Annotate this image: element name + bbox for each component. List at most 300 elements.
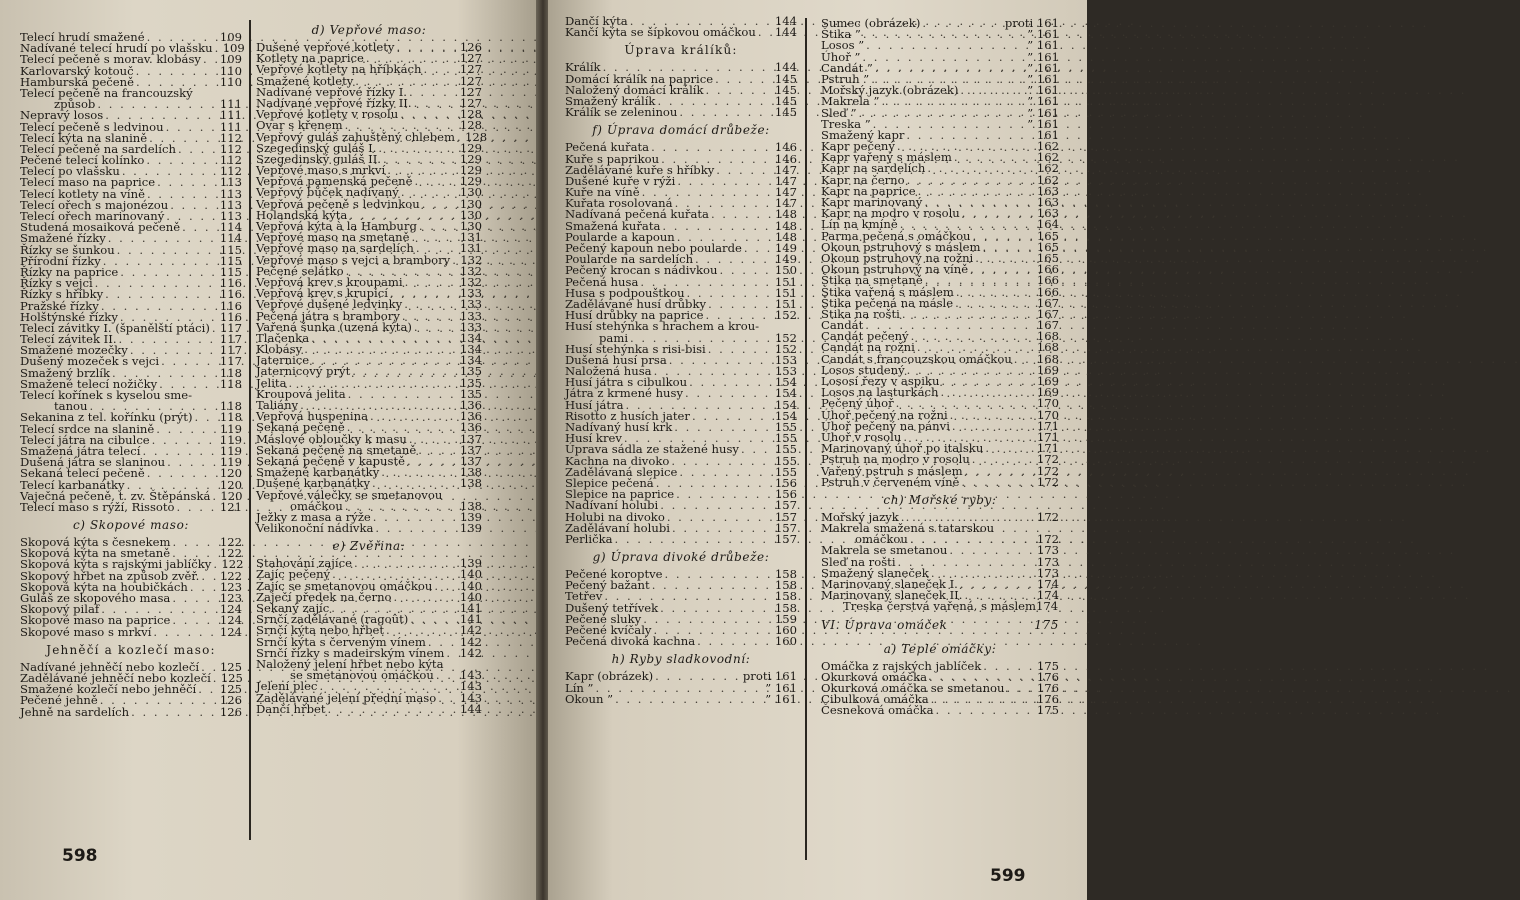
- dot-leader: [948, 613, 1035, 637]
- entry-title: Sekanina z tel. kořínku (prýt): [20, 410, 193, 425]
- entry-page: ” 161: [1027, 71, 1059, 86]
- entry-title: Poularde na sardelích: [565, 252, 694, 267]
- entry-page: 168: [1036, 329, 1059, 344]
- entry-page: 158: [774, 567, 797, 582]
- entry-title: Srnčí řízky s madeirským vínem: [256, 645, 445, 660]
- index-entry: [565, 27, 797, 38]
- entry-title: Telecí kýta na slanině: [20, 130, 148, 145]
- entry-title: Okoun pstruhový na rožni: [821, 250, 974, 265]
- entry-title: Vaječná pečeně, t. zv. Štěpánská: [20, 488, 211, 503]
- entry-page: 148: [774, 218, 797, 233]
- entry-title: Holubi na divoko: [565, 509, 665, 524]
- entry-page: 129: [459, 140, 482, 155]
- entry-page: 110: [219, 74, 242, 89]
- entry-title: Perlička: [565, 531, 613, 546]
- entry-page: 155: [774, 442, 797, 457]
- entry-title: Vepřová huspenina: [256, 409, 368, 424]
- section-heading: g) Úprava divoké drůbeže:: [592, 550, 770, 565]
- entry-title: Zadělávané jehněčí nebo kozlečí: [20, 670, 211, 685]
- entry-page: ” 161: [765, 691, 797, 706]
- entry-title: Okoun pstruhový s máslem: [821, 239, 981, 254]
- entry-title: Losos na lasturkách: [821, 385, 939, 400]
- entry-title: Dančí kýta: [565, 14, 628, 28]
- entry-page: 114: [219, 220, 242, 235]
- section-heading: [821, 613, 1059, 637]
- entry-page: 161: [1036, 127, 1059, 142]
- entry-page: 153: [774, 364, 797, 379]
- entry-page: 145: [774, 71, 797, 86]
- entry-page: 149: [774, 252, 797, 267]
- entry-title: Telecí maso na paprice: [20, 175, 156, 190]
- entry-page: 131: [459, 241, 482, 256]
- entry-page: 156: [774, 475, 797, 490]
- entry-page: 128: [459, 107, 482, 122]
- dot-leader: [613, 694, 765, 705]
- entry-title: Husí stehýnka s risi-bisi: [565, 341, 706, 356]
- entry-page: 129: [459, 174, 482, 189]
- entry-page: 133: [459, 319, 482, 334]
- entry-page: 162: [1036, 139, 1059, 154]
- section-heading: a) Teplé omáčky:: [883, 641, 997, 656]
- entry-title: Kapr na modro v rosolu: [821, 206, 960, 221]
- entry-title: Štika vařená s máslem: [821, 284, 954, 299]
- entry-page: 130: [459, 185, 482, 200]
- entry-title: Losos studený: [821, 362, 905, 377]
- entry-page: 144: [774, 25, 797, 40]
- entry-title: Vepřové maso s vejci a brambory: [256, 252, 451, 267]
- entry-title: Kuře na víně: [565, 185, 640, 200]
- entry-page: 149: [774, 241, 797, 255]
- entry-page: 111: [219, 97, 242, 112]
- entry-page: 117: [219, 332, 242, 347]
- entry-page: 172: [1036, 463, 1059, 478]
- entry-title: pami: [599, 330, 629, 345]
- entry-page: 118: [219, 399, 242, 414]
- entry-title: Vepřová pečeně s ledvinkou: [256, 196, 420, 211]
- entry-page: 163: [1036, 195, 1059, 209]
- dot-leader: [175, 502, 220, 513]
- entry-title: Smažené řízky: [20, 231, 106, 246]
- entry-page: 159: [774, 611, 797, 626]
- entry-title: Telecí pečeně na sardelích: [20, 141, 176, 156]
- entry-page: proti 161: [742, 669, 797, 684]
- entry-page: 123: [219, 591, 242, 605]
- index-entry: [256, 701, 482, 716]
- entry-page: 126: [459, 40, 482, 54]
- entry-page: 115: [219, 253, 242, 268]
- entry-page: 113: [219, 175, 242, 190]
- entry-page: 112: [219, 141, 242, 156]
- entry-title: Szegedinský guláš I.: [256, 140, 377, 155]
- entry-title: Sekaná pečeně na smetaně: [256, 442, 417, 457]
- entry-title: Telecí závitek II.: [20, 332, 117, 347]
- entry-page: 146: [774, 151, 797, 166]
- entry-page: 156: [774, 487, 797, 502]
- entry-page: 111: [219, 108, 242, 123]
- entry-page: 165: [1036, 239, 1059, 254]
- entry-page: 140: [459, 578, 482, 593]
- entry-title: Studená mosaiková pečeně: [20, 220, 181, 235]
- entry-title: Telecí pečeně s ledvinou: [20, 119, 164, 134]
- entry-title: Slepice na paprice: [565, 487, 675, 502]
- entry-page: 143: [459, 679, 482, 694]
- entry-title: Holandská kýta: [256, 207, 348, 222]
- entry-title: Husí drůbky na paprice: [565, 308, 704, 323]
- entry-page: 147: [774, 185, 797, 200]
- entry-title: Vepřová krev s krupicí: [256, 286, 388, 301]
- entry-page: 122: [219, 568, 242, 583]
- entry-title: Vepřové maso na smetaně: [256, 230, 410, 245]
- entry-page: 133: [459, 297, 482, 312]
- entry-page: 166: [1036, 284, 1059, 299]
- entry-page: 136: [459, 420, 482, 435]
- entry-page: 172: [1036, 474, 1059, 489]
- entry-title: Skopová kýta na houbičkách: [20, 579, 188, 594]
- entry-title: Sleď ”: [821, 105, 857, 120]
- entry-title: Zadělávaní holubi: [565, 520, 670, 535]
- dot-leader: [373, 523, 459, 534]
- section-heading: Úprava králíků:: [624, 43, 738, 58]
- entry-title: Srnčí kýta s červeným vínem: [256, 634, 426, 649]
- entry-page: 118: [219, 365, 242, 380]
- left-page: [0, 0, 538, 900]
- entry-title: Dušená husí prsa: [565, 352, 667, 367]
- entry-page: 110: [219, 63, 242, 78]
- entry-title: Vepřová pamenská pečeně: [256, 174, 413, 189]
- entry-title: Králík: [565, 60, 601, 75]
- entry-title: Vepřový guláš zahuštěný chlebem: [256, 129, 455, 144]
- entry-title: Makrela ”: [821, 94, 880, 109]
- entry-title: Marinovaný úhoř po italsku: [821, 441, 984, 456]
- entry-title: Parma pečená s omáčkou: [821, 228, 971, 243]
- entry-title: Štika pečená na másle: [821, 295, 954, 310]
- entry-page: 163: [1036, 206, 1059, 221]
- entry-page: 115: [219, 242, 242, 257]
- entry-title: Naložený jelení hřbet nebo kýta: [256, 656, 444, 671]
- entry-page: 169: [1036, 362, 1059, 377]
- entry-title: způsob: [54, 97, 96, 112]
- entry-title: Štika na smetaně: [821, 273, 923, 288]
- entry-title: Játra z krmené husy: [565, 386, 684, 401]
- entry-page: 172: [1036, 532, 1059, 547]
- entry-page: 154: [774, 397, 797, 412]
- entry-page: 151: [774, 296, 797, 311]
- section-heading: h) Ryby sladkovodní:: [611, 652, 751, 667]
- entry-page: 135: [459, 375, 482, 390]
- entry-title: Holštýnské řízky: [20, 309, 118, 324]
- entry-page: 109: [222, 41, 245, 56]
- entry-title: Zadělávané husí drůbky: [565, 296, 707, 311]
- entry-title: Skopový hřbet na způsob zvěř.: [20, 568, 200, 583]
- entry-page: 164: [1036, 217, 1059, 232]
- entry-page: ” 161: [1027, 27, 1059, 42]
- entry-title: Karlovarský kotouč: [20, 63, 134, 78]
- entry-title: Mořský jazyk (obrázek): [821, 83, 959, 98]
- entry-page: 115: [219, 264, 242, 279]
- entry-page: 116: [219, 298, 242, 313]
- entry-title: Skopová kýta s česnekem: [20, 535, 171, 550]
- entry-page: 142: [459, 634, 482, 649]
- entry-title: Nadívaná pečená kuřata: [565, 207, 709, 222]
- entry-title: Zadělávané jelení přední maso: [256, 690, 437, 705]
- dot-leader: [677, 107, 774, 118]
- entry-page: 157: [774, 509, 797, 524]
- entry-page: 113: [219, 197, 242, 212]
- entry-page: 134: [459, 330, 482, 345]
- entry-page: 134: [459, 353, 482, 368]
- entry-title: Lín ”: [565, 680, 594, 695]
- section-heading: ch) Mořské ryby:: [883, 492, 997, 507]
- entry-page: 144: [774, 14, 797, 28]
- entry-page: 133: [459, 308, 482, 323]
- entry-page: 166: [1036, 273, 1059, 288]
- entry-page: 176: [1036, 692, 1059, 707]
- entry-page: 129: [459, 151, 482, 166]
- entry-page: 172: [1036, 509, 1059, 524]
- entry-title: Česneková omáčka: [821, 703, 934, 718]
- entry-title: Telecí karbanátky: [20, 477, 125, 492]
- entry-title: Smažené mozečky: [20, 343, 128, 358]
- entry-title: Pečené telecí kolínko: [20, 153, 145, 168]
- entry-page: 109: [219, 30, 242, 44]
- page-number-right: 599: [990, 866, 1026, 886]
- section-heading: e) Zvěřina:: [332, 539, 406, 554]
- entry-title: Kapr marinovaný: [821, 195, 923, 209]
- entry-page: 141: [459, 612, 482, 627]
- entry-page: 158: [774, 578, 797, 593]
- entry-page: 143: [459, 690, 482, 705]
- entry-title: Telecí ořech marinovaný: [20, 209, 165, 223]
- entry-title: Vepřové maso na sardelích: [256, 241, 414, 256]
- entry-page: ” 161: [1027, 83, 1059, 98]
- entry-title: Kapr na černo: [821, 172, 905, 187]
- entry-page: 124: [219, 602, 242, 617]
- entry-page: 112: [219, 130, 242, 145]
- entry-title: Vařená šunka (uzená kýta): [256, 319, 412, 334]
- entry-title: Skopové maso s mrkví: [20, 624, 152, 639]
- entry-title: Jaternicový prýt: [256, 364, 351, 379]
- entry-page: 151: [774, 285, 797, 300]
- entry-title: Pstruh na modro v rosolu: [821, 452, 970, 467]
- entry-title: Makrela smažená s tatarskou: [821, 521, 995, 536]
- entry-title: Smažený slaneček: [821, 565, 929, 580]
- entry-title: Řízky s vejci: [20, 276, 93, 291]
- entry-page: 145: [774, 93, 797, 108]
- entry-title: Hamburská pečeně: [20, 74, 134, 89]
- entry-title: Telecí kotlety na víně: [20, 186, 145, 201]
- entry-title: Ježky z masa a rýže: [256, 509, 371, 524]
- entry-title: Candát ”: [821, 60, 873, 75]
- entry-title: Sekaná pečeně: [256, 420, 345, 435]
- entry-title: Řízky s hříbky: [20, 287, 104, 302]
- entry-title: Úhoř pečený na pánvi: [821, 418, 950, 433]
- entry-title: Dančí hřbet: [256, 701, 326, 716]
- entry-page: 158: [774, 600, 797, 615]
- entry-title: Úhoř v rosolu: [821, 429, 902, 444]
- entry-page: 119: [219, 443, 242, 458]
- entry-page: 167: [1036, 306, 1059, 321]
- entry-page: 126: [219, 693, 242, 708]
- entry-title: Omáčka z rajských jablíček: [821, 658, 982, 673]
- dot-leader: [129, 707, 220, 718]
- entry-title: Štika na rošti: [821, 306, 900, 321]
- entry-title: Telecí závitky I. (španělští ptáci): [20, 320, 210, 335]
- entry-title: Pečené selátko: [256, 263, 344, 278]
- entry-page: 169: [1036, 385, 1059, 400]
- index-entry: [20, 624, 242, 639]
- entry-page: 122: [219, 546, 242, 561]
- entry-page: 130: [459, 219, 482, 233]
- entry-title: Sekaný zajíc: [256, 601, 330, 615]
- entry-title: Úhoř ”: [821, 49, 861, 64]
- entry-title: Marinovaný slaneček II.: [821, 588, 963, 603]
- entry-title: Smažený brzlík: [20, 365, 111, 380]
- entry-title: Telecí po vlašsku: [20, 164, 120, 179]
- entry-title: Pečené sluky: [565, 611, 642, 626]
- entry-title: Kapr na sardelích: [821, 161, 926, 176]
- entry-page: 137: [459, 442, 482, 457]
- entry-page: 120: [220, 488, 243, 503]
- entry-title: Vepřové kotlety na hříbkách: [256, 62, 422, 77]
- entry-title: Smažený kapr: [821, 127, 905, 142]
- entry-title: Kuřata rosolovaná: [565, 196, 673, 211]
- entry-title: Řízky na paprice: [20, 264, 119, 279]
- entry-title: Pečený kapoun nebo poularde: [565, 241, 742, 255]
- entry-page: 132: [459, 263, 482, 278]
- entry-page: 170: [1036, 396, 1059, 411]
- entry-title: Smažené kozlečí nebo jehněčí: [20, 682, 197, 697]
- entry-title: Pečený krocan s nádivkou: [565, 263, 718, 278]
- section-heading-text: VI. Úprava omáček: [821, 617, 948, 632]
- entry-page: 117: [219, 320, 242, 335]
- entry-page: 119: [219, 421, 242, 436]
- entry-title: Nepravý losos: [20, 108, 104, 123]
- entry-title: Velikonoční nádivka: [256, 521, 374, 536]
- entry-title: Pečené kvíčaly: [565, 623, 652, 637]
- entry-page: 123: [219, 579, 242, 594]
- entry-title: Pstruh v červeném víně: [821, 474, 960, 489]
- entry-title: Pečený úhoř: [821, 396, 894, 411]
- entry-page: ” 161: [1027, 49, 1059, 64]
- entry-title: Pečená játra s brambory: [256, 308, 400, 323]
- entry-page: proti 161: [1004, 16, 1059, 30]
- entry-page: 128: [459, 118, 482, 133]
- entry-title: Treska čerstvá vařená, s máslem: [843, 599, 1037, 614]
- entry-title: Zajíc se smetanovou omáčkou: [256, 578, 433, 593]
- entry-page: 169: [1036, 374, 1059, 388]
- entry-title: Okoun pstruhový na víně: [821, 262, 969, 277]
- section-page-ref: 175: [1034, 617, 1059, 632]
- entry-page: 109: [219, 52, 242, 67]
- entry-title: Kuře s paprikou: [565, 151, 660, 166]
- entry-title: Vepřové dušené ledvinky: [256, 297, 403, 312]
- entry-title: Husa s podpouštkou: [565, 285, 685, 300]
- entry-title: Zajíc pečený: [256, 567, 331, 582]
- entry-page: 138: [459, 476, 482, 491]
- entry-title: Husí krev: [565, 431, 622, 446]
- index-entry: [565, 636, 797, 647]
- entry-title: Kapr na paprice: [821, 183, 916, 198]
- entry-title: Telecí kořínek s kyselou sme-: [20, 388, 193, 402]
- entry-title: Kapr pečený: [821, 139, 895, 154]
- entry-title: Skopové maso na paprice: [20, 613, 171, 628]
- entry-page: 113: [219, 209, 242, 223]
- entry-title: Dušená játra se slaninou: [20, 455, 166, 470]
- entry-title: Srnčí kýta nebo hřbet: [256, 623, 385, 638]
- entry-page: 137: [459, 453, 482, 468]
- entry-title: tanou: [54, 399, 88, 414]
- entry-page: 174: [1036, 588, 1059, 603]
- entry-page: 175: [1036, 703, 1059, 718]
- entry-title: Nadívané vepřové řízky II.: [256, 95, 412, 110]
- entry-page: 143: [459, 668, 482, 683]
- dot-leader: [933, 705, 1036, 716]
- entry-title: Zadělávaná slepice: [565, 464, 678, 479]
- entry-title: Srnčí zadělávané (ragoût): [256, 612, 409, 627]
- entry-page: 160: [774, 634, 797, 649]
- entry-title: Tetřev: [565, 589, 603, 604]
- entry-page: 113: [219, 186, 242, 201]
- entry-title: Telecí maso s rýží, Rissoto: [20, 499, 175, 514]
- entry-page: 125: [219, 659, 242, 674]
- entry-title: Slepice pečená: [565, 475, 654, 490]
- entry-page: 125: [219, 682, 242, 697]
- entry-page: 132: [459, 274, 482, 289]
- entry-title: Sleď na rošti: [821, 554, 896, 569]
- entry-title: Guláš ze skopového masa: [20, 591, 171, 605]
- entry-page: 155: [774, 420, 797, 434]
- entry-page: 127: [459, 95, 482, 110]
- entry-title: Telecí játra na cibulce: [20, 432, 150, 447]
- entry-page: 111: [219, 119, 242, 134]
- entry-page: 139: [459, 556, 482, 571]
- entry-page: 130: [459, 196, 482, 211]
- entry-title: Pečená husa: [565, 274, 639, 289]
- entry-title: Kroupová jelita: [256, 386, 346, 401]
- entry-page: 120: [219, 466, 242, 481]
- entry-title: Okurková omáčka: [821, 669, 928, 684]
- entry-page: 155: [774, 431, 797, 446]
- section-heading: f) Úprava domácí drůbeže:: [592, 123, 770, 138]
- entry-page: 131: [459, 230, 482, 245]
- entry-page: 127: [459, 51, 482, 66]
- entry-title: Máslové obloučky k masu: [256, 431, 407, 446]
- entry-page: 175: [1036, 658, 1059, 673]
- dot-leader: [326, 704, 460, 715]
- entry-page: 152: [774, 330, 797, 345]
- entry-page: 147: [774, 173, 797, 188]
- column-divider: [805, 18, 807, 860]
- entry-title: Telecí pečeně na francouzský: [20, 85, 193, 100]
- entry-page: 155: [774, 464, 797, 479]
- entry-page: 150: [774, 263, 797, 278]
- entry-page: 173: [1036, 565, 1059, 580]
- entry-page: 162: [1036, 161, 1059, 176]
- entry-page: ” 161: [1027, 94, 1059, 109]
- entry-title: Kotlety na paprice: [256, 51, 364, 66]
- index-entry: [20, 704, 242, 719]
- entry-title: Treska ”: [821, 116, 871, 131]
- entry-page: 142: [459, 623, 482, 638]
- entry-page: 114: [219, 231, 242, 246]
- entry-page: 140: [459, 567, 482, 582]
- entry-title: Skopová kýta s rajskými jablíčky: [20, 557, 212, 572]
- entry-page: 112: [219, 164, 242, 179]
- entry-page: 128: [464, 129, 488, 144]
- entry-title: Štika ”: [821, 27, 861, 42]
- entry-title: Telecí srdce na slanině: [20, 421, 155, 436]
- entry-title: Nadívané vepřové řízky I.: [256, 84, 407, 99]
